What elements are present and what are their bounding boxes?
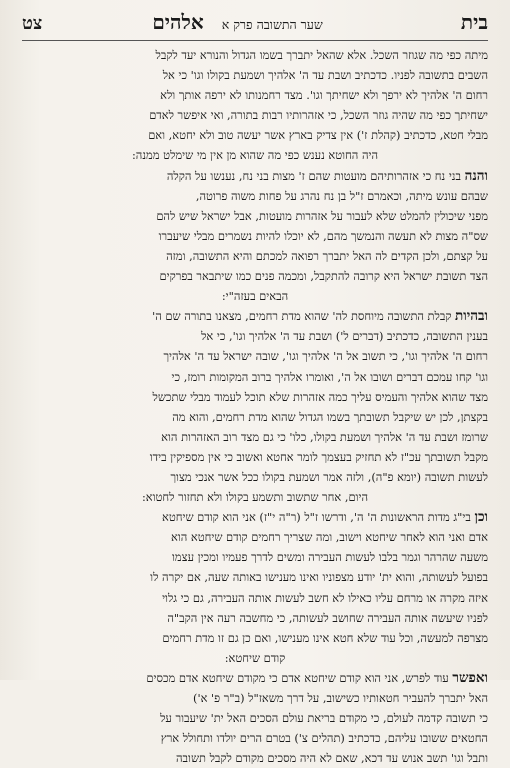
line-text: מקבל תשובתך עכ"ז לא תחזיק בעצמך לומר אחטא ואשוב כי אין מספיקין בידו: [149, 449, 488, 464]
line-text: האל יתברך להעביר חטאותיו כשישוב, על דרך משאז"ל (ב"ר פ' א'): [193, 691, 488, 705]
paragraph-keyword: וכן: [474, 509, 488, 526]
line-text: מפני שיכולין להמלט שלא לעבור על אזהרות מועטות, אבל ישראל שיש להם: [156, 208, 488, 223]
line-text: בענין התשובה, כדכתיב (דברים ל') ושבת עד ה' אלהיך וגו', כי אל: [201, 329, 488, 344]
text-line: [22, 306, 488, 326]
line-text: רחום ה' אלהיך וגו', כי תשוב אל ה' אלהיך וגו', שובה ישראל עד ה' אלהיך: [163, 349, 488, 364]
text-line: [22, 688, 488, 708]
line-text: אדם ואני הוא לאחר שיחטא וישוב, ומה שצריך רחמים קודם שיחטא הוא: [170, 530, 488, 545]
line-text: שרומז ושבת עד ה' אלהיך ושמעת בקולו, כלו' כי גם מצד רוב האזהרות הוא: [161, 429, 488, 444]
text-line: [22, 85, 488, 105]
line-text: בפועל לעשותה, והוא ית' יודע מצפוניו ואינו מענישו באותה שעה, אם יקרה לו: [150, 570, 488, 585]
text-line: [22, 588, 488, 608]
text-line: [22, 226, 488, 246]
paragraph-keyword: ואפשר: [452, 669, 488, 686]
line-text: רחום ה' אלהיך לא ירפך ולא ישחיתך וגו'. מצד רחמנותו לא ירפה אותך ולא: [160, 88, 488, 103]
text-line: [22, 125, 488, 145]
line-text: מיתה כפי מה שגוזר השכל. אלא שהאל יתברך בשמו הגדול והנורא יעד לקבל: [155, 48, 488, 62]
line-text: משעה שהרהר וגמר בלבו לעשות העבירה ומשים לדרך פעמיו ומכין עצמו: [171, 550, 488, 565]
text-line: [22, 105, 488, 125]
line-text: איזה מקרה או מרחם עליו כאילו לא חשב לעשות אותה העבירה, גם כי גלוי: [162, 590, 488, 605]
line-text: עוד לפרש, אני הוא קודם שיחטא אדם כי מקודם שיחטא אדם מכסים: [146, 670, 453, 685]
line-text: לפניו שיעשה אותה העבירה שחושב לעשותה, כי מחשבה רעה אין הקב"ה: [167, 610, 488, 625]
text-line: [22, 728, 488, 748]
body-text: [22, 45, 488, 768]
line-text: שס"ה מצות לא תעשה והנמשך מהם, לא יוכלו להיות נשמרים מבלי שיעברו: [158, 228, 488, 243]
text-line: [22, 708, 488, 728]
header-right-word: בית: [460, 10, 488, 34]
text-line: [22, 527, 488, 547]
line-text: ותבל וגו' תשב אנוש עד דכא, שאם לא היה מסכים מקודם לקבל תשובה: [175, 751, 488, 766]
text-line: [22, 286, 488, 306]
text-line: [22, 367, 488, 387]
paragraph-keyword: והנה: [464, 167, 488, 184]
text-line: [22, 648, 488, 668]
text-line: [22, 326, 488, 346]
text-line: [22, 507, 488, 527]
line-text: מצד שהוא אלהיך והעמיס עליך כמה אזהרות שלא תוכל לעמוד מבלי שתכשל: [152, 389, 488, 404]
text-line: [22, 145, 488, 165]
text-line: [22, 65, 488, 85]
text-line: [22, 206, 488, 226]
line-text: מבלי חטא, כדכתיב (קהלת ז') אין צדיק בארץ אשר יעשה טוב ולא יחטא, ואם: [148, 128, 488, 143]
text-line: [22, 608, 488, 628]
text-line: [22, 467, 488, 487]
text-line: [22, 487, 488, 507]
text-line: [22, 668, 488, 688]
line-text: שבהם עונש מיתה, וכאמרם ז"ל בן נח נהרג על פחות משוה פרוטה,: [195, 188, 488, 203]
line-text: קודם שיחטא:: [224, 650, 286, 665]
line-text: לעשות תשובה (יומא פ"ה), ולזה אמר ושמעת בקולו ככל אשר אנכי מצוך: [170, 469, 488, 484]
text-line: [22, 628, 488, 648]
header-subtitle: שער התשובה פרק א: [221, 17, 323, 32]
text-line: [22, 45, 488, 65]
text-line: [22, 186, 488, 206]
header-center-word: אלהים: [152, 10, 204, 34]
paragraph-keyword: ובהיות: [455, 308, 488, 325]
text-line: [22, 748, 488, 768]
line-text: בי"ג מדות הראשונות ה' ה', ודרשו ז"ל (ר"ה י"ז) אני הוא קודם שיחטא: [162, 510, 475, 525]
text-line: [22, 547, 488, 567]
line-text: מצרפה למעשה, וכל עוד שלא חטא אינו מענישו, ואם כן גם זו מדת רחמים: [162, 630, 488, 645]
page-header: [22, 10, 488, 41]
line-text: וגו' קחו עמכם דברים ושובו אל ה', ואומרו אלהיך ברוב המקומות רומז, כי: [171, 369, 488, 384]
text-line: [22, 567, 488, 587]
line-text: ישחיתך כפי מה שהיה גוזר השכל, כי אזהרותיו רבות בתורה, ואי איפשר לאדם: [149, 108, 488, 123]
page-number: צט: [22, 13, 43, 34]
line-text: היה החוטא נענש כפי מה שהוא מן אין מי שימלט ממנה:: [131, 148, 379, 163]
text-line: [22, 166, 488, 186]
line-text: כי תשובה קדמה לעולם, כי מקודם בריאת עולם הסכים האל ית' שיעבור על: [160, 711, 488, 726]
text-line: [22, 427, 488, 447]
line-text: בני נח כי אזהרותיהם מועטות שהם ז' מצות בני נח, נענשו על הקלה: [166, 168, 465, 183]
text-line: [22, 346, 488, 366]
line-text: היום, אחר שתשוב ותשמע בקולו ולא תחזור לחטוא:: [141, 490, 369, 505]
text-line: [22, 266, 488, 286]
line-text: הצד תשובת ישראל היא קרובה להתקבל, ומכמה פנים כמו שיתבאר בפרקים: [159, 269, 488, 284]
text-line: [22, 407, 488, 427]
text-line: [22, 447, 488, 467]
text-line: [22, 246, 488, 266]
line-text: על קצתם, ולכן הקדים לה האל יתברך רפואה למכתם והיא התשובה, ומזה: [166, 248, 488, 263]
text-line: [22, 387, 488, 407]
line-text: בקצתן, לכן יש שיקבל תשובתך בשמו הגדול שהוא מדת רחמים, והוא מה: [172, 409, 488, 424]
line-text: החטאים ששובו עליהם, כדכתיב (תהלים צ') בטרם הרים יולדו ותחולל ארץ: [160, 731, 488, 746]
line-text: השבים בתשובה לפניו. כדכתיב ושבת עד ה' אלהיך ושמעת בקולו וגו' כי אל: [162, 68, 488, 83]
line-text: קבלת התשובה מיוחסת לה' שהוא מדת רחמים, מצאנו בתורה שם ה': [152, 309, 456, 324]
line-text: הבאים בעזה"י:: [221, 289, 289, 304]
